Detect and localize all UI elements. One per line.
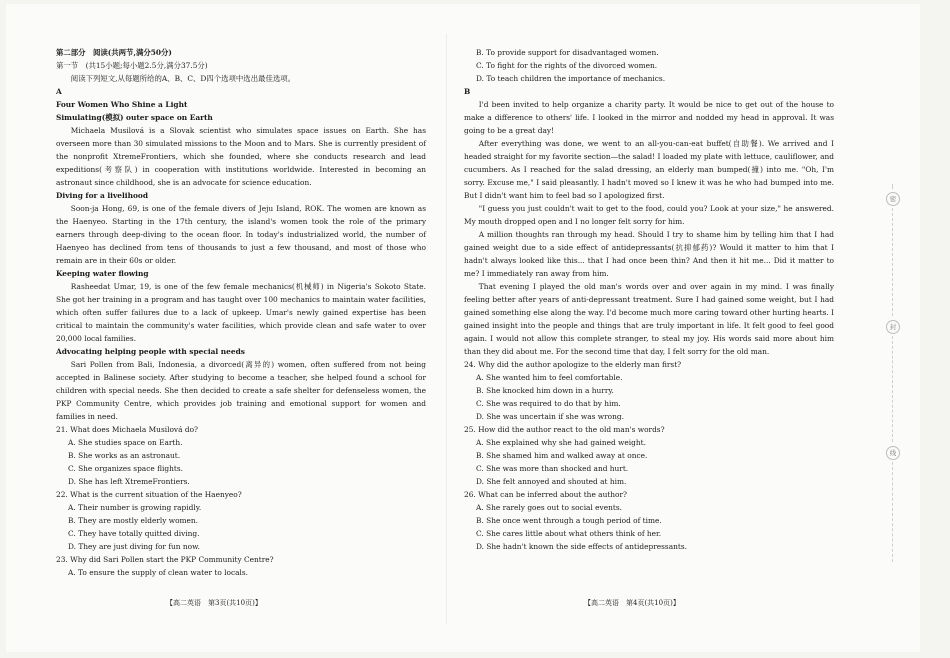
heading-diving: Diving for a livelihood xyxy=(56,191,148,200)
binding-dash xyxy=(892,184,893,189)
heading-simulating: Simulating(模拟) outer space on Earth xyxy=(56,113,213,122)
question-25-option-d: D. She felt annoyed and shouted at him. xyxy=(476,477,627,486)
heading-water: Keeping water flowing xyxy=(56,269,149,278)
paragraph-pollen: Sari Pollen from Bali, Indonesia, a divorced(离异的) women, often suffered from not being accepted in Balinese society. After studying to become a teacher, she helped found a school for children with special needs. She then decided to create a safe shelter for defenseless women, the PKP Community Centre, which provides job training and emotional support for women and families in need. xyxy=(56,360,426,421)
paragraph-charity: I'd been invited to help organize a charity party. It would be nice to get out of the house to make a difference to others' life. I looked in the mirror and nodded my head in approval. It was going to be a great day! xyxy=(464,100,834,135)
question-23-option-a: A. To ensure the supply of clean water to locals. xyxy=(68,568,249,577)
passage-letter-b: B xyxy=(464,87,471,96)
section-title: 第二部分 阅读(共两节,满分50分) xyxy=(56,48,172,57)
paragraph-buffet: After everything was done, we went to an all-you-can-eat buffet(自助餐). We arrived and I headed straight for my favorite section—the salad! I loaded my plate with lettuce, cauliflower, and cucumbers. As I reached for the salad dressing, an elderly man bumped(撞) into me. "Oh, I'm sorry. Excuse me," I said pleasantly. I hadn't moved so I knew it was he who had bumped into me. But I didn't want him to feel bad so I apologized first. xyxy=(464,139,834,200)
question-21: 21. What does Michaela Musilová do? xyxy=(56,425,198,434)
paragraph-evening: That evening I played the old man's words over and over again in my mind. I was finally feeling better after years of anti-depressant treatment. Sure I had gained some weight, but I had gained something else along the way. I'd become much more caring toward other hurting hearts. I gained insight into the people and things that are truly important in life. It felt good to feel good again. I would not allow this complete stranger, to steal my joy. His words said more about him than they did about me. For the second time that day, I felt sorry for the old man. xyxy=(464,282,835,356)
paragraph-old-man-answer: "I guess you just couldn't wait to get to the food, could you? Look at your size," he answered. My mouth dropped open and I no longer felt sorry for him. xyxy=(464,204,834,226)
page-footer-left: 【高二英语 第3页(共10页)】 xyxy=(166,599,262,607)
question-21-option-a: A. She studies space on Earth. xyxy=(68,438,183,447)
question-23-option-c: C. To fight for the rights of the divorced women. xyxy=(476,61,658,70)
instruction: 阅读下列短文,从每题所给的A、B、C、D四个选项中选出最佳选项。 xyxy=(70,74,296,83)
question-23: 23. Why did Sari Pollen start the PKP Community Centre? xyxy=(56,555,274,564)
question-21-option-d: D. She has left XtremeFrontiers. xyxy=(68,477,190,486)
question-25-option-a: A. She explained why she had gained weight. xyxy=(476,438,646,447)
question-22: 22. What is the current situation of the Haenyeo? xyxy=(56,490,242,499)
question-26: 26. What can be inferred about the author? xyxy=(464,490,628,499)
question-26-option-c: C. She cares little about what others think of her. xyxy=(476,529,662,538)
right-column xyxy=(464,46,834,553)
binding-mark-close: 封 xyxy=(886,320,900,334)
question-22-option-c: C. They have totally quitted diving. xyxy=(68,529,200,538)
passage-title: Four Women Who Shine a Light xyxy=(56,100,188,109)
binding-dash xyxy=(892,208,893,316)
question-23-option-b: B. To provide support for disadvantaged women. xyxy=(476,48,659,57)
question-25-option-c: C. She was more than shocked and hurt. xyxy=(476,464,629,473)
question-24-option-d: D. She was uncertain if she was wrong. xyxy=(476,412,624,421)
paragraph-thoughts: A million thoughts ran through my head. Should I try to shame him by telling him that I had gained weight due to a side effect of antidepressants(抗抑郁药)? Would it matter to him that I hadn't always looked like this... that I had once been thin? And then it hit me... Did it matter to me? I immediately ran away from him. xyxy=(464,230,834,278)
page-fold-divider xyxy=(446,34,447,624)
paragraph-musilova: Michaela Musilová is a Slovak scientist who simulates space issues on Earth. She has overseen more than 30 simulated missions to the Moon and to Mars. She is currently president of the nonprofit XtremeFrontiers, which she founded, where she conducts research and lead expeditions(考察队) in cooperation with institutions worldwide. Interested in becoming an astronaut since childhood, she is an advocate for science education. xyxy=(56,126,426,187)
question-21-option-b: B. She works as an astronaut. xyxy=(68,451,181,460)
left-column xyxy=(56,46,426,579)
section-subtitle: 第一节 (共15小题;每小题2.5分,满分37.5分) xyxy=(56,61,208,70)
question-26-option-d: D. She hadn't known the side effects of antidepressants. xyxy=(476,542,687,551)
question-26-option-b: B. She once went through a tough period of time. xyxy=(476,516,662,525)
question-22-option-d: D. They are just diving for fun now. xyxy=(68,542,200,551)
question-21-option-c: C. She organizes space flights. xyxy=(68,464,183,473)
paragraph-umar: Rasheedat Umar, 19, is one of the few female mechanics(机械师) in Nigeria's Sokoto State. She got her training in a program and has taught over 100 mechanics to maintain water facilities, which often suffer failures due to a lack of upkeep. Umar's newly gained expertise has been critical to maintain the community's water facilities, which provide clean and safe water to over 20,000 local families. xyxy=(56,282,426,343)
question-22-option-a: A. Their number is growing rapidly. xyxy=(68,503,202,512)
question-26-option-a: A. She rarely goes out to social events. xyxy=(476,503,622,512)
binding-dash xyxy=(892,462,893,562)
exam-page xyxy=(6,4,920,652)
question-22-option-b: B. They are mostly elderly women. xyxy=(68,516,199,525)
paragraph-haenyeo: Soon-ja Hong, 69, is one of the female divers of Jeju Island, ROK. The women are known as the Haenyeo. Starting in the 17th century, the island's women took the role of the primary earners through deep-diving to the ocean floor. In today's industrialized world, the number of Haenyeo has declined from tens of thousands to just a few thousand, and most of those who remain are in their 60s or older. xyxy=(56,204,426,265)
question-24: 24. Why did the author apologize to the elderly man first? xyxy=(464,360,682,369)
question-23-option-d: D. To teach children the importance of mechanics. xyxy=(476,74,666,83)
question-25-option-b: B. She shamed him and walked away at once. xyxy=(476,451,648,460)
question-24-option-c: C. She was required to do that by him. xyxy=(476,399,621,408)
question-24-option-a: A. She wanted him to feel comfortable. xyxy=(476,373,623,382)
binding-mark-seal: 密 xyxy=(886,192,900,206)
question-24-option-b: B. She knocked him down in a hurry. xyxy=(476,386,614,395)
passage-letter-a: A xyxy=(56,87,62,96)
binding-dash xyxy=(892,336,893,442)
binding-mark-line: 线 xyxy=(886,446,900,460)
page-footer-right: 【高二英语 第4页(共10页)】 xyxy=(584,599,680,607)
heading-advocating: Advocating helping people with special needs xyxy=(56,347,245,356)
question-25: 25. How did the author react to the old man's words? xyxy=(464,425,665,434)
